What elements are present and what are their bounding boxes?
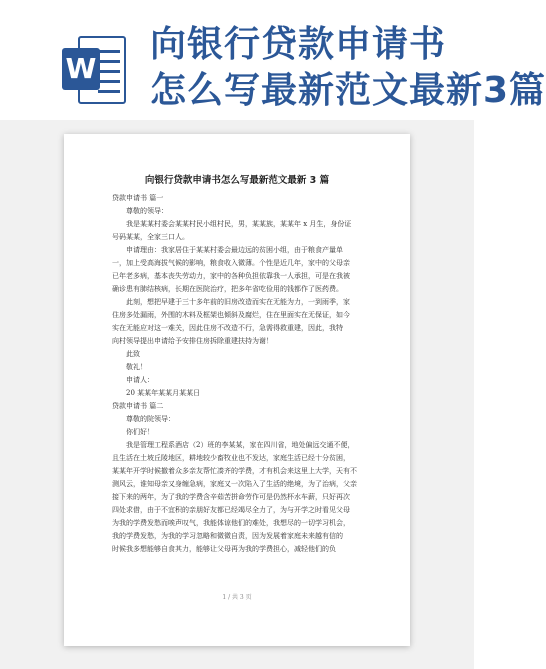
banner-title: [150, 22, 546, 114]
body-line: 为我的学费发愁而唉声叹气，我能体谅他们的难处，我想尽的一切学习机会，: [112, 519, 350, 527]
body-line: 此致: [126, 350, 140, 358]
body-line: 测风云，谁知母亲又身缠急病，家庭又一次陷入了生活的绝境，为了治病，父亲: [112, 480, 357, 488]
body-line: 且生活在土坡丘陵地区，耕地较少畜牧业也不发达，家庭生活已经十分贫困，: [112, 454, 350, 462]
body-line: 住房多处漏雨，外围的木料及框架也倾斜及腐烂，住在里面实在无保证，如今: [112, 311, 350, 319]
body-line: 申请理由：我家居住于某某村委会最边远的贫困小组，由于粮食产量单: [126, 246, 343, 254]
body-line: 向村领导提出申请给予安排住房拆除重建扶持为谢！: [112, 337, 273, 345]
body-line: 申请人：: [126, 376, 154, 384]
banner-title-line-1: 向银行贷款申请书: [150, 24, 447, 65]
body-line: 尊敬的领导：: [126, 207, 168, 215]
body-line: 你们好！: [126, 428, 154, 436]
body-line: 某某年开学时候撤着众多亲友帮忙凑齐的学费，才有机会来这里上大学，天有不: [112, 467, 357, 475]
document-body: [112, 192, 362, 556]
body-line: 我是某某村委会某某村民小组村民，男，某某族，某某年 x 月生，身份证: [126, 220, 352, 228]
body-line: 尊敬的院领导：: [126, 415, 175, 423]
page-number: 1 / 共 3 页: [222, 594, 252, 601]
body-line: 确诊患有肺结核病，长期在医院治疗，把多年省吃俭用的钱都作了医药费。: [112, 285, 343, 293]
word-document-icon: [62, 34, 128, 106]
body-line: 贷款申请书 篇一: [112, 194, 164, 202]
word-logo-badge: W: [62, 48, 100, 90]
body-line: 四处求借，由于不宜积的亲朋好友都已经竭尽全力了，为与开学之时看见父母: [112, 506, 350, 514]
banner-title-line-2: 怎么写最新范文最新3篇: [150, 70, 546, 111]
body-line: 接下来的两年，为了我的学费含辛茹苦拼命劳作可是仍然杯水车薪，只好再次: [112, 493, 350, 501]
body-line: 已年老多病，基本丧失劳动力，家中的各种负担依靠我一人承担，可是在我被: [112, 272, 350, 280]
title-banner: [0, 0, 546, 140]
body-line: 我的学费发愁，为我的学习忽略和微微自责，因为发展着家庭未来越有信的: [112, 532, 343, 540]
document-preview-area: [0, 120, 474, 669]
body-line: 20 某某年某某月某某日: [126, 389, 201, 397]
body-line: 此刻，想把早建于三十多年前的旧房改造而实在无能为力，一到雨季，家: [126, 298, 350, 306]
body-line: 我是管理工程系酒店（2）班的李某某，家在四川省，地处偏远交通不便，: [126, 441, 355, 449]
body-line: 号码某某，全家三口人。: [112, 233, 189, 241]
body-line: 实在无能应对这一难关，因此住房不改造不行，急需得救重建，因此，我特: [112, 324, 343, 332]
body-line: 敬礼！: [126, 363, 147, 371]
body-line: 时候我多想能够自食其力，能够让父母再为我的学费担心，减轻他们的负: [112, 545, 336, 553]
document-page: [64, 134, 410, 646]
body-line: 贷款申请书 篇二: [112, 402, 164, 410]
body-line: 一，加上受高海拔气候的影响，粮食收入微薄。个性是近几年，家中的父母亲: [112, 259, 350, 267]
document-title: 向银行贷款申请书怎么写最新范文最新 3 篇: [144, 175, 330, 186]
